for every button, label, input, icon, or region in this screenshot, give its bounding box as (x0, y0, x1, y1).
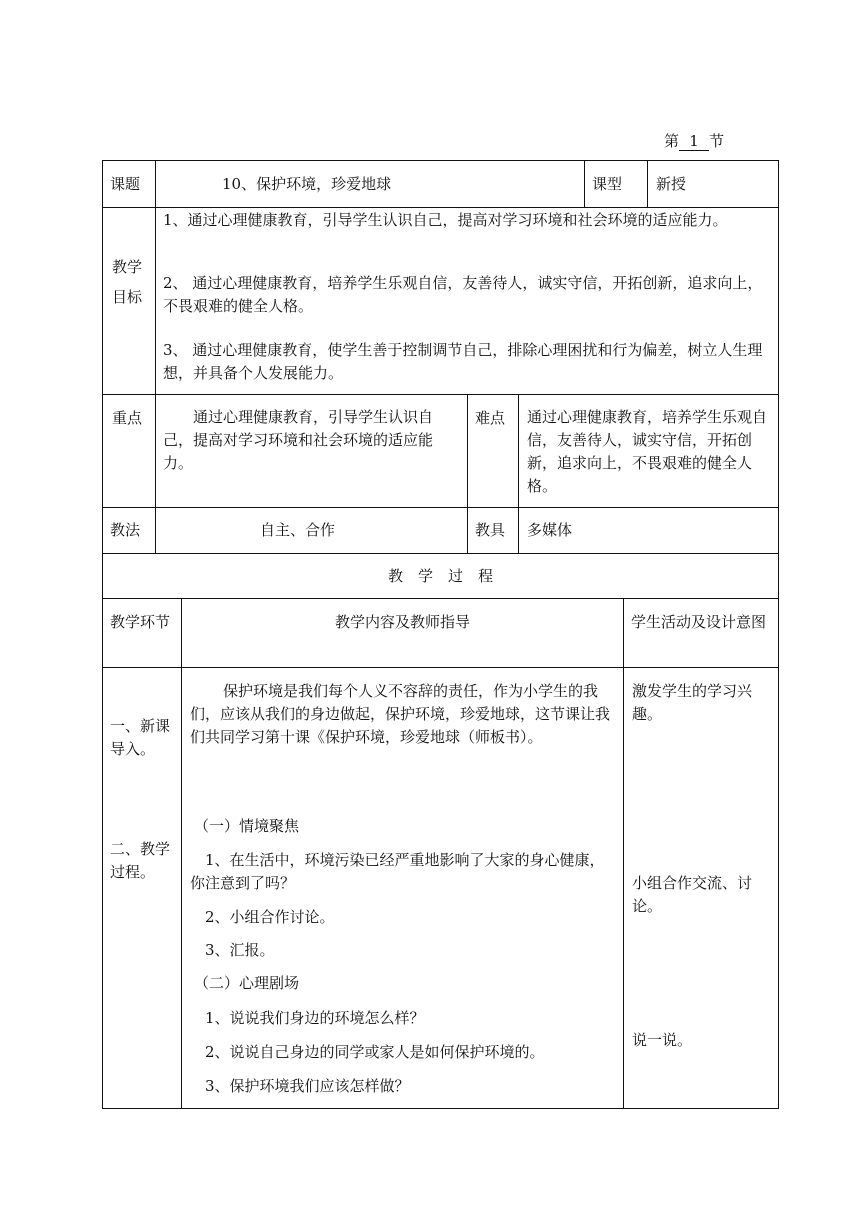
part2-item-1: 1、说说我们身边的环境怎么样？ (205, 1009, 425, 1027)
process-title: 教 学 过 程 (387, 567, 493, 585)
header-stage: 教学环节 (110, 613, 171, 631)
difficulty-text: 通过心理健康教育，培养学生乐观自信，友善待人，诚实守信，开拓创新，追求向上，不畏艰难的健全人格。 (527, 408, 768, 495)
key-text: 通过心理健康教育，引导学生认识自己，提高对学习环境和社会环境的适应能力。 (163, 408, 434, 472)
activity-1: 激发学生的学习兴趣。 (632, 682, 753, 723)
section-suffix: 节 (709, 132, 725, 150)
section-number (664, 130, 724, 151)
part1-title: （一）情境聚焦 (194, 817, 300, 835)
difficulty-label: 难点 (475, 409, 506, 427)
method-label: 教法 (110, 521, 141, 539)
topic-label: 课题 (110, 175, 141, 193)
tools-label: 教具 (475, 521, 506, 539)
section-number-value: 1 (679, 132, 709, 151)
activity-2: 小组合作交流、讨论。 (632, 874, 753, 915)
topic-value: 10、保护环境，珍爱地球 (222, 175, 392, 193)
header-content: 教学内容及教师指导 (334, 613, 470, 631)
part2-item-2: 2、说说自己身边的同学或家人是如何保护环境的。 (205, 1043, 545, 1061)
goal-item-2: 2、 通过心理健康教育，培养学生乐观自信，友善待人，诚实守信，开拓创新，追求向上，不畏艰难的健全人格。 (163, 274, 763, 315)
type-label: 课型 (592, 175, 623, 193)
goals-label-line1: 教学 (112, 258, 143, 276)
stage-intro: 一、新课导入。 (110, 717, 171, 758)
goal-item-1: 1、通过心理健康教育，引导学生认识自己，提高对学习环境和社会环境的适应能力。 (163, 211, 728, 229)
key-label: 重点 (112, 409, 143, 427)
type-value: 新授 (656, 175, 687, 193)
part1-item-3: 3、汇报。 (205, 941, 275, 959)
activity-3: 说一说。 (632, 1031, 693, 1049)
goal-item-3: 3、 通过心理健康教育，使学生善于控制调节自己，排除心理困扰和行为偏差，树立人生理想，并具备个人发展能力。 (163, 341, 763, 382)
header-activity: 学生活动及设计意图 (631, 613, 767, 631)
part2-title: （二）心理剧场 (194, 974, 300, 992)
part1-item-2: 2、小组合作讨论。 (205, 908, 335, 926)
stage-process: 二、教学过程。 (110, 840, 171, 881)
goals-label-line2: 目标 (112, 288, 143, 306)
method-value: 自主、合作 (260, 521, 336, 539)
tools-value: 多媒体 (527, 521, 573, 539)
part1-item-1: 1、在生活中，环境污染已经严重地影响了大家的身心健康，你注意到了吗？ (190, 851, 605, 892)
intro-text: 保护环境是我们每个人义不容辞的责任，作为小学生的我们，应该从我们的身边做起，保护环境，珍爱地球，这节课让我们共同学习第十课《保护环境，珍爱地球（师板书）。 (190, 682, 611, 746)
part2-item-3: 3、保护环境我们应该怎样做？ (205, 1077, 410, 1095)
section-prefix: 第 (664, 132, 680, 150)
